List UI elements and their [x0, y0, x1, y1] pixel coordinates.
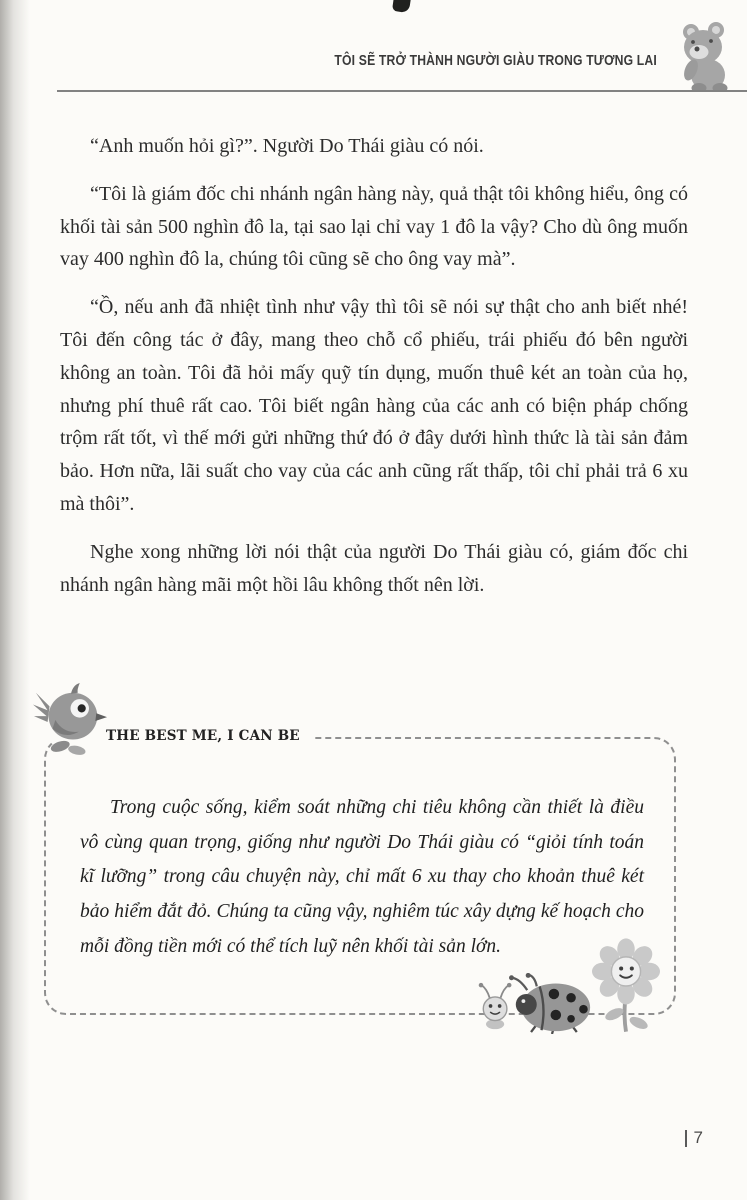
story-paragraph: “Anh muốn hỏi gì?”. Người Do Thái giàu có nói. — [90, 135, 484, 157]
story-paragraph: Nghe xong những lời nói thật của người Do Thái giàu có, giám đốc chi nhánh ngân hàng mãi một hồi lâu không thốt nên lời. — [60, 540, 688, 596]
page-footer — [685, 1128, 703, 1148]
page-number: 7 — [693, 1128, 703, 1147]
page-edge-shading — [0, 0, 30, 1200]
bird-icon — [32, 681, 108, 768]
scan-artifact — [392, 0, 411, 13]
ladybug-icon — [508, 973, 596, 1039]
bug-icon — [476, 982, 516, 1035]
teddy-bear-icon — [670, 20, 734, 97]
flower-icon — [592, 938, 660, 1041]
story-paragraph: “Ồ, nếu anh đã nhiệt tình như vậy thì tôi sẽ nói sự thật cho anh biết nhé! Tôi đến công tác ở đây, mang theo chỗ cổ phiếu, trái phiếu đó bên người không an toàn. Tôi đã hỏi mấy quỹ tín dụng, muốn thuê két an toàn của họ, nhưng phí thuê rất cao. Tôi biết ngân hàng của các anh có biện pháp chống trộm rất tốt, vì thế mới gửi những thứ đó ở đây dưới hình thức là tài sản đảm bảo. Hơn nữa, lãi suất cho vay của các anh cũng rất thấp, tôi chỉ phải trả 6 xu mà thôi”. — [60, 296, 688, 515]
running-head-title: TÔI SẼ TRỞ THÀNH NGƯỜI GIÀU TRONG TƯƠNG LAI — [334, 53, 657, 69]
page-number-divider — [685, 1130, 687, 1147]
lesson-box — [44, 728, 676, 1015]
story-text — [60, 130, 688, 616]
lesson-box-title: THE BEST ME, I CAN BE — [98, 728, 314, 744]
header-divider — [57, 90, 747, 92]
lesson-text: Trong cuộc sống, kiểm soát những chi tiêu không cần thiết là điều vô cùng quan trọng, giống như người Do Thái giàu có “giỏi tính toán kĩ lưỡng” trong câu chuyện này, chỉ mất 6 xu thay cho khoản thuê két bảo hiểm đắt đỏ. Chúng ta cũng vậy, nghiêm túc xây dựng kế hoạch cho mỗi đồng tiền mới có thể tích luỹ nên khối tài sản lớn. — [80, 797, 644, 957]
story-paragraph: “Tôi là giám đốc chi nhánh ngân hàng này, quả thật tôi không hiểu, ông có khối tài sản 500 nghìn đô la, tại sao lại chỉ vay 1 đô la vậy? Cho dù ông muốn vay 400 nghìn đô la, chúng tôi cũng sẽ cho ông vay mà”. — [60, 182, 688, 271]
